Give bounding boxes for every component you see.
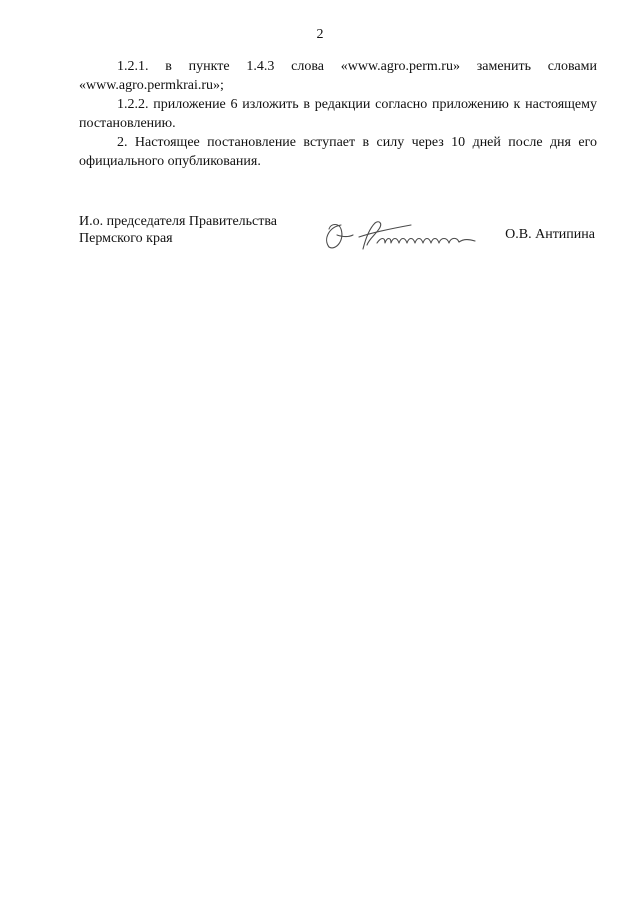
paragraph-1-2-1: 1.2.1. в пункте 1.4.3 слова «www.agro.perm.ru» заменить словами «www.agro.permkrai.ru»; (79, 59, 597, 93)
paragraph-2: 2. Настоящее постановление вступает в силу через 10 дней после дня его официального опубликования. (79, 135, 597, 169)
paragraph-1-2-2: 1.2.2. приложение 6 изложить в редакции согласно приложению к настоящему постановлению. (79, 97, 597, 131)
page-number: 2 (316, 27, 324, 42)
signature-block (79, 213, 597, 253)
signer-name: О.В. Антипина (505, 227, 595, 242)
handwritten-signature (319, 215, 489, 253)
signer-title (79, 213, 319, 247)
document-body (79, 57, 597, 171)
signer-title-line-2: Пермского края (79, 231, 173, 246)
signer-title-line-1: И.о. председателя Правительства (79, 214, 278, 229)
